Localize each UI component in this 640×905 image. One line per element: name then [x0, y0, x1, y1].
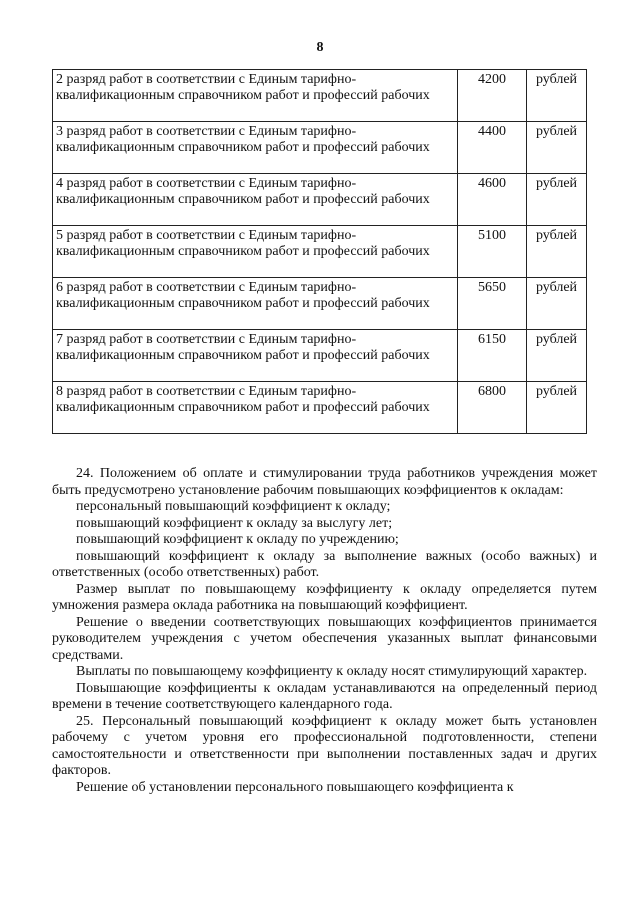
paragraph: 24. Положением об оплате и стимулировании труда работников учреждения может быть предусмотрено установление рабочим повышающих коэффициентов к окладам: — [52, 466, 597, 498]
paragraph: Решение об установлении персонального повышающего коэффициента к — [76, 779, 514, 795]
row-amount: 5100 — [458, 226, 527, 278]
row-amount: 4600 — [458, 174, 527, 226]
row-unit: рублей — [527, 226, 587, 278]
list-item: повышающий коэффициент к окладу по учреждению; — [76, 532, 399, 547]
row-unit: рублей — [527, 174, 587, 226]
row-description: 2 разряд работ в соответствии с Единым тарифно-квалификационным справочником работ и профессий рабочих — [53, 70, 458, 122]
salary-table — [52, 69, 587, 434]
row-amount: 6800 — [458, 382, 527, 434]
table-row — [53, 278, 587, 330]
page-number: 8 — [316, 40, 324, 55]
row-description: 7 разряд работ в соответствии с Единым тарифно-квалификационным справочником работ и профессий рабочих — [53, 330, 458, 382]
list-item: персональный повышающий коэффициент к окладу; — [76, 499, 391, 514]
row-unit: рублей — [527, 330, 587, 382]
row-description: 5 разряд работ в соответствии с Единым тарифно-квалификационным справочником работ и профессий рабочих — [53, 226, 458, 278]
row-amount: 5650 — [458, 278, 527, 330]
row-amount: 6150 — [458, 330, 527, 382]
row-amount: 4200 — [458, 70, 527, 122]
row-description: 8 разряд работ в соответствии с Единым тарифно-квалификационным справочником работ и профессий рабочих — [53, 382, 458, 434]
list-item: повышающий коэффициент к окладу за выполнение важных (особо важных) и ответственных (особо ответственных) работ. — [52, 548, 597, 580]
paragraph: 25. Персональный повышающий коэффициент к окладу может быть установлен рабочему с учетом уровня его профессиональной подготовленности, степени самостоятельности и ответственности при выполнении поставленных задач и других факторов. — [52, 713, 597, 778]
row-unit: рублей — [527, 278, 587, 330]
paragraph: Выплаты по повышающему коэффициенту к окладу носят стимулирующий характер. — [76, 664, 588, 679]
table-row — [53, 174, 587, 226]
paragraph: Повышающие коэффициенты к окладам устанавливаются на определенный период времени в течение соответствующего календарного года. — [52, 680, 597, 712]
row-description: 6 разряд работ в соответствии с Единым тарифно-квалификационным справочником работ и профессий рабочих — [53, 278, 458, 330]
table-row — [53, 330, 587, 382]
paragraph: Размер выплат по повышающему коэффициенту к окладу определяется путем умножения размера оклада работника на повышающий коэффициент. — [52, 581, 597, 613]
table-row — [53, 382, 587, 434]
row-unit: рублей — [527, 122, 587, 174]
row-description: 3 разряд работ в соответствии с Единым тарифно-квалификационным справочником работ и профессий рабочих — [53, 122, 458, 174]
table-row — [53, 226, 587, 278]
document-body — [52, 466, 597, 796]
table-row — [53, 122, 587, 174]
row-amount: 4400 — [458, 122, 527, 174]
table-row — [53, 70, 587, 122]
row-description: 4 разряд работ в соответствии с Единым тарифно-квалификационным справочником работ и профессий рабочих — [53, 174, 458, 226]
list-item: повышающий коэффициент к окладу за выслугу лет; — [76, 515, 393, 531]
row-unit: рублей — [527, 70, 587, 122]
paragraph: Решение о введении соответствующих повышающих коэффициентов принимается руководителем учреждения с учетом обеспечения указанных выплат финансовыми средствами. — [52, 614, 597, 663]
row-unit: рублей — [527, 382, 587, 434]
